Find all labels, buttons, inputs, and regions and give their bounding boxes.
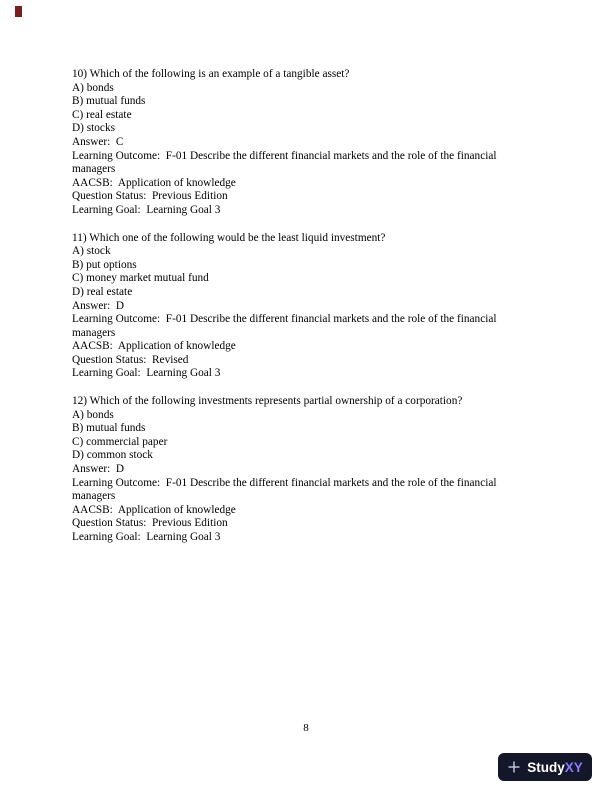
question-status-line: Question Status: Previous Edition [72, 190, 228, 203]
question-status-line: Question Status: Previous Edition [72, 517, 228, 530]
learning-goal-line: Learning Goal: Learning Goal 3 [72, 203, 221, 216]
question-prompt: 11) Which one of the following would be the least liquid investment? [72, 231, 386, 244]
answer-line: Answer: D [72, 299, 125, 312]
learning-outcome-line: Learning Outcome: F-01 Describe the different financial markets and the role of the financial managers [72, 476, 500, 503]
question-prompt: 10) Which of the following is an example of a tangible asset? [72, 68, 350, 80]
question-option-c: C) money market mutual fund [72, 272, 209, 285]
aacsb-line: AACSB: Application of knowledge [72, 176, 236, 189]
question-option-b: B) put options [72, 258, 137, 271]
question-option-b: B) mutual funds [72, 422, 146, 435]
question-option-a: A) bonds [72, 408, 114, 421]
question-status-line: Question Status: Revised [72, 353, 189, 366]
question-block-12 [72, 395, 540, 545]
document-page [72, 68, 540, 559]
answer-line: Answer: D [72, 463, 125, 476]
question-prompt: 12) Which of the following investments represents partial ownership of a corporation? [72, 395, 463, 408]
plus-icon [507, 760, 521, 774]
brand-name-study: Study [527, 759, 565, 775]
question-option-d: D) real estate [72, 285, 133, 298]
question-option-a: A) bonds [72, 81, 114, 94]
question-option-c: C) commercial paper [72, 435, 168, 448]
question-block-11 [72, 232, 540, 382]
learning-outcome-line: Learning Outcome: F-01 Describe the different financial markets and the role of the financial managers [72, 313, 500, 339]
question-option-d: D) common stock [72, 449, 153, 462]
aacsb-line: AACSB: Application of knowledge [72, 340, 236, 353]
question-option-d: D) stocks [72, 122, 115, 135]
page-number: 8 [303, 722, 309, 734]
learning-goal-line: Learning Goal: Learning Goal 3 [72, 367, 221, 380]
brand-name-xy: XY [564, 759, 583, 775]
question-option-a: A) stock [72, 245, 111, 258]
corner-mark [15, 6, 22, 17]
aacsb-line: AACSB: Application of knowledge [72, 503, 236, 516]
brand-name [527, 760, 583, 775]
question-option-b: B) mutual funds [72, 95, 146, 108]
question-option-c: C) real estate [72, 108, 132, 121]
brand-badge [498, 753, 592, 781]
learning-goal-line: Learning Goal: Learning Goal 3 [72, 531, 221, 543]
question-block-10 [72, 68, 540, 218]
learning-outcome-line: Learning Outcome: F-01 Describe the different financial markets and the role of the financial managers [72, 149, 500, 176]
answer-line: Answer: C [72, 135, 124, 148]
